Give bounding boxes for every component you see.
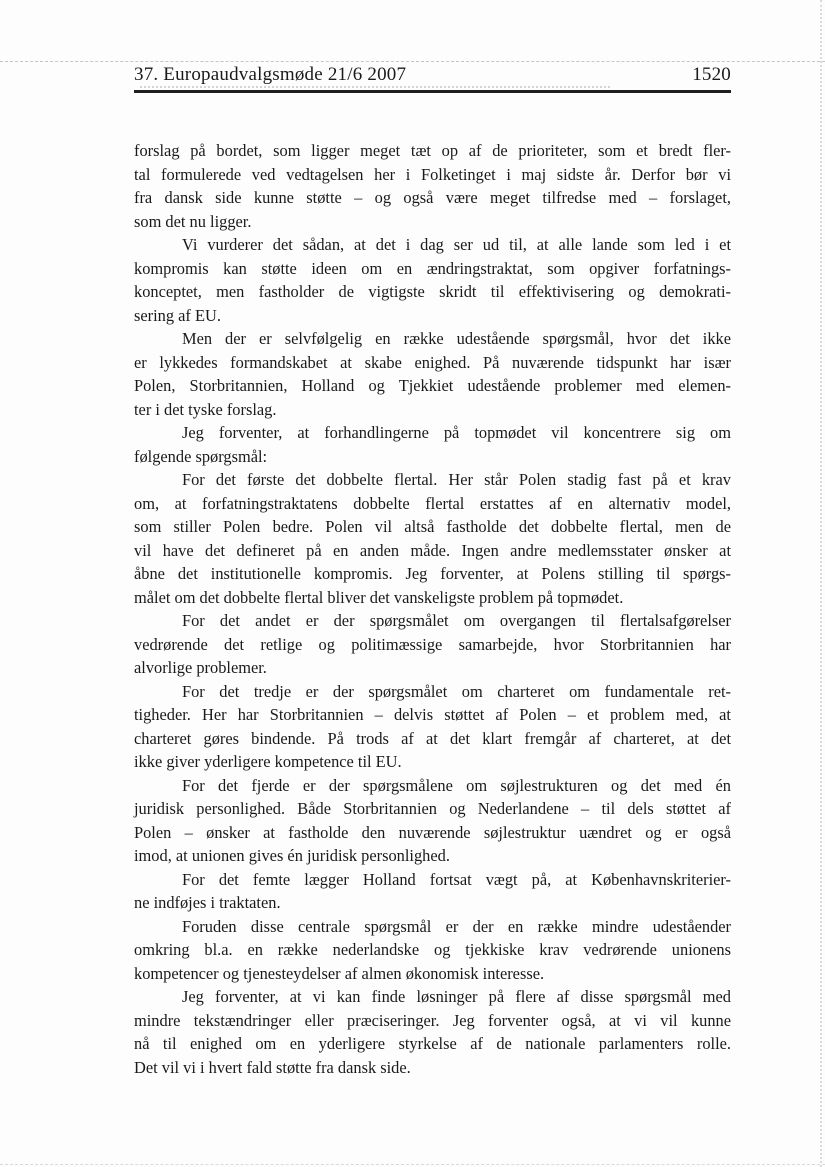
text-line: ikke giver yderligere kompetence til EU.: [134, 752, 402, 771]
text-line: sering af EU.: [134, 305, 221, 325]
document-body: [134, 139, 731, 1079]
text-line: For det andet er der spørgsmålet om overgangen til flertalsafgørelser: [182, 611, 731, 630]
text-line: For det første det dobbelte flertal. Her står Polen stadig fast på et krav: [182, 470, 731, 489]
text-line: konceptet, men fastholder de vigtigste skridt til effektivisering og demokrati-: [134, 282, 731, 301]
text-line: For det tredje er der spørgsmålet om charteret om fundamentale ret-: [182, 681, 731, 701]
text-line: fra dansk side kunne støtte – og også være meget tilfredse med – forslaget,: [134, 188, 731, 207]
text-line: målet om det dobbelte flertal bliver det vanskeligste problem på topmødet.: [134, 587, 624, 607]
header-title: 37. Europaudvalgsmøde 21/6 2007: [134, 64, 407, 85]
text-line: Foruden disse centrale spørgsmål er der en række mindre udeståender: [182, 916, 731, 936]
text-line: ne indføjes i traktaten.: [134, 893, 281, 912]
text-line: vedrørende det retlige og politimæssige samarbejde, hvor Storbritannien har: [134, 634, 731, 654]
text-line: åbne det institutionelle kompromis. Jeg forventer, at Polens stilling til spørgs-: [134, 564, 731, 583]
text-line: ter i det tyske forslag.: [134, 399, 277, 419]
text-line: juridisk personlighed. Både Storbritannien og Nederlandene – til dels støttet af: [134, 799, 731, 818]
text-line: som stiller Polen bedre. Polen vil altså fastholde det dobbelte flertal, men de: [134, 517, 731, 536]
text-line: charteret gøres bindende. På trods af at det klart fremgår af charteret, at det: [134, 728, 731, 748]
text-line: forslag på bordet, som ligger meget tæt op af de prioriteter, som et bredt fler-: [134, 141, 731, 160]
text-line: kompromis kan støtte ideen om en ændringstraktat, som opgiver forfatnings-: [134, 258, 731, 278]
page-header: [134, 64, 731, 86]
text-line: Polen – ønsker at fastholde den nuværende søjlestruktur uændret og er også: [134, 822, 731, 842]
text-line: Jeg forventer, at forhandlingerne på topmødet vil koncentrere sig om: [182, 423, 731, 442]
text-line: For det femte lægger Holland fortsat vægt på, at Københavnskriterier-: [182, 869, 731, 889]
scan-artifact-top-line: [0, 61, 825, 62]
text-line: imod, at unionen gives én juridisk personlighed.: [134, 846, 450, 865]
text-line: Det vil vi i hvert fald støtte fra dansk side.: [134, 1057, 411, 1077]
text-line: tigheder. Her har Storbritannien – delvis støttet af Polen – et problem med, at: [134, 705, 731, 724]
text-line: tal formulerede ved vedtagelsen her i Folketinget i maj sidste år. Derfor bør vi: [134, 164, 731, 184]
text-line: Men der er selvfølgelig en række udestående spørgsmål, hvor det ikke: [182, 329, 731, 348]
text-line: alvorlige problemer.: [134, 658, 267, 677]
text-line: Polen, Storbritannien, Holland og Tjekkiet udestående problemer med elemen-: [134, 376, 731, 395]
text-line: nå til enighed om en yderligere styrkelse af de nationale parlamenters rolle.: [134, 1034, 731, 1053]
header-rule: [134, 90, 731, 93]
text-line: vil have det defineret på en anden måde. Ingen andre medlemsstater ønsker at: [134, 540, 731, 560]
scan-artifact-right-edge: [820, 0, 822, 1167]
text-line: som det nu ligger.: [134, 211, 252, 231]
text-line: Vi vurderer det sådan, at det i dag ser ud til, at alle lande som led i et: [182, 235, 731, 254]
text-line: mindre tekstændringer eller præciseringer. Jeg forventer også, at vi vil kunne: [134, 1010, 731, 1030]
page-number: 1520: [692, 64, 731, 85]
scan-artifact-header-dots: [140, 86, 610, 88]
text-line: For det fjerde er der spørgsmålene om søjlestrukturen og det med én: [182, 775, 731, 795]
text-line: Jeg forventer, at vi kan finde løsninger på flere af disse spørgsmål med: [182, 987, 731, 1006]
text-line: følgende spørgsmål:: [134, 446, 268, 466]
text-line: om, at forfatningstraktatens dobbelte flertal erstattes af en alternativ model,: [134, 493, 731, 513]
text-line: omkring bl.a. en række nederlandske og tjekkiske krav vedrørende unionens: [134, 940, 731, 959]
scan-artifact-bottom-edge: [0, 1164, 825, 1165]
text-line: er lykkedes formandskabet at skabe enighed. På nuværende tidspunkt har især: [134, 352, 731, 372]
text-line: kompetencer og tjenesteydelser af almen økonomisk interesse.: [134, 963, 545, 983]
